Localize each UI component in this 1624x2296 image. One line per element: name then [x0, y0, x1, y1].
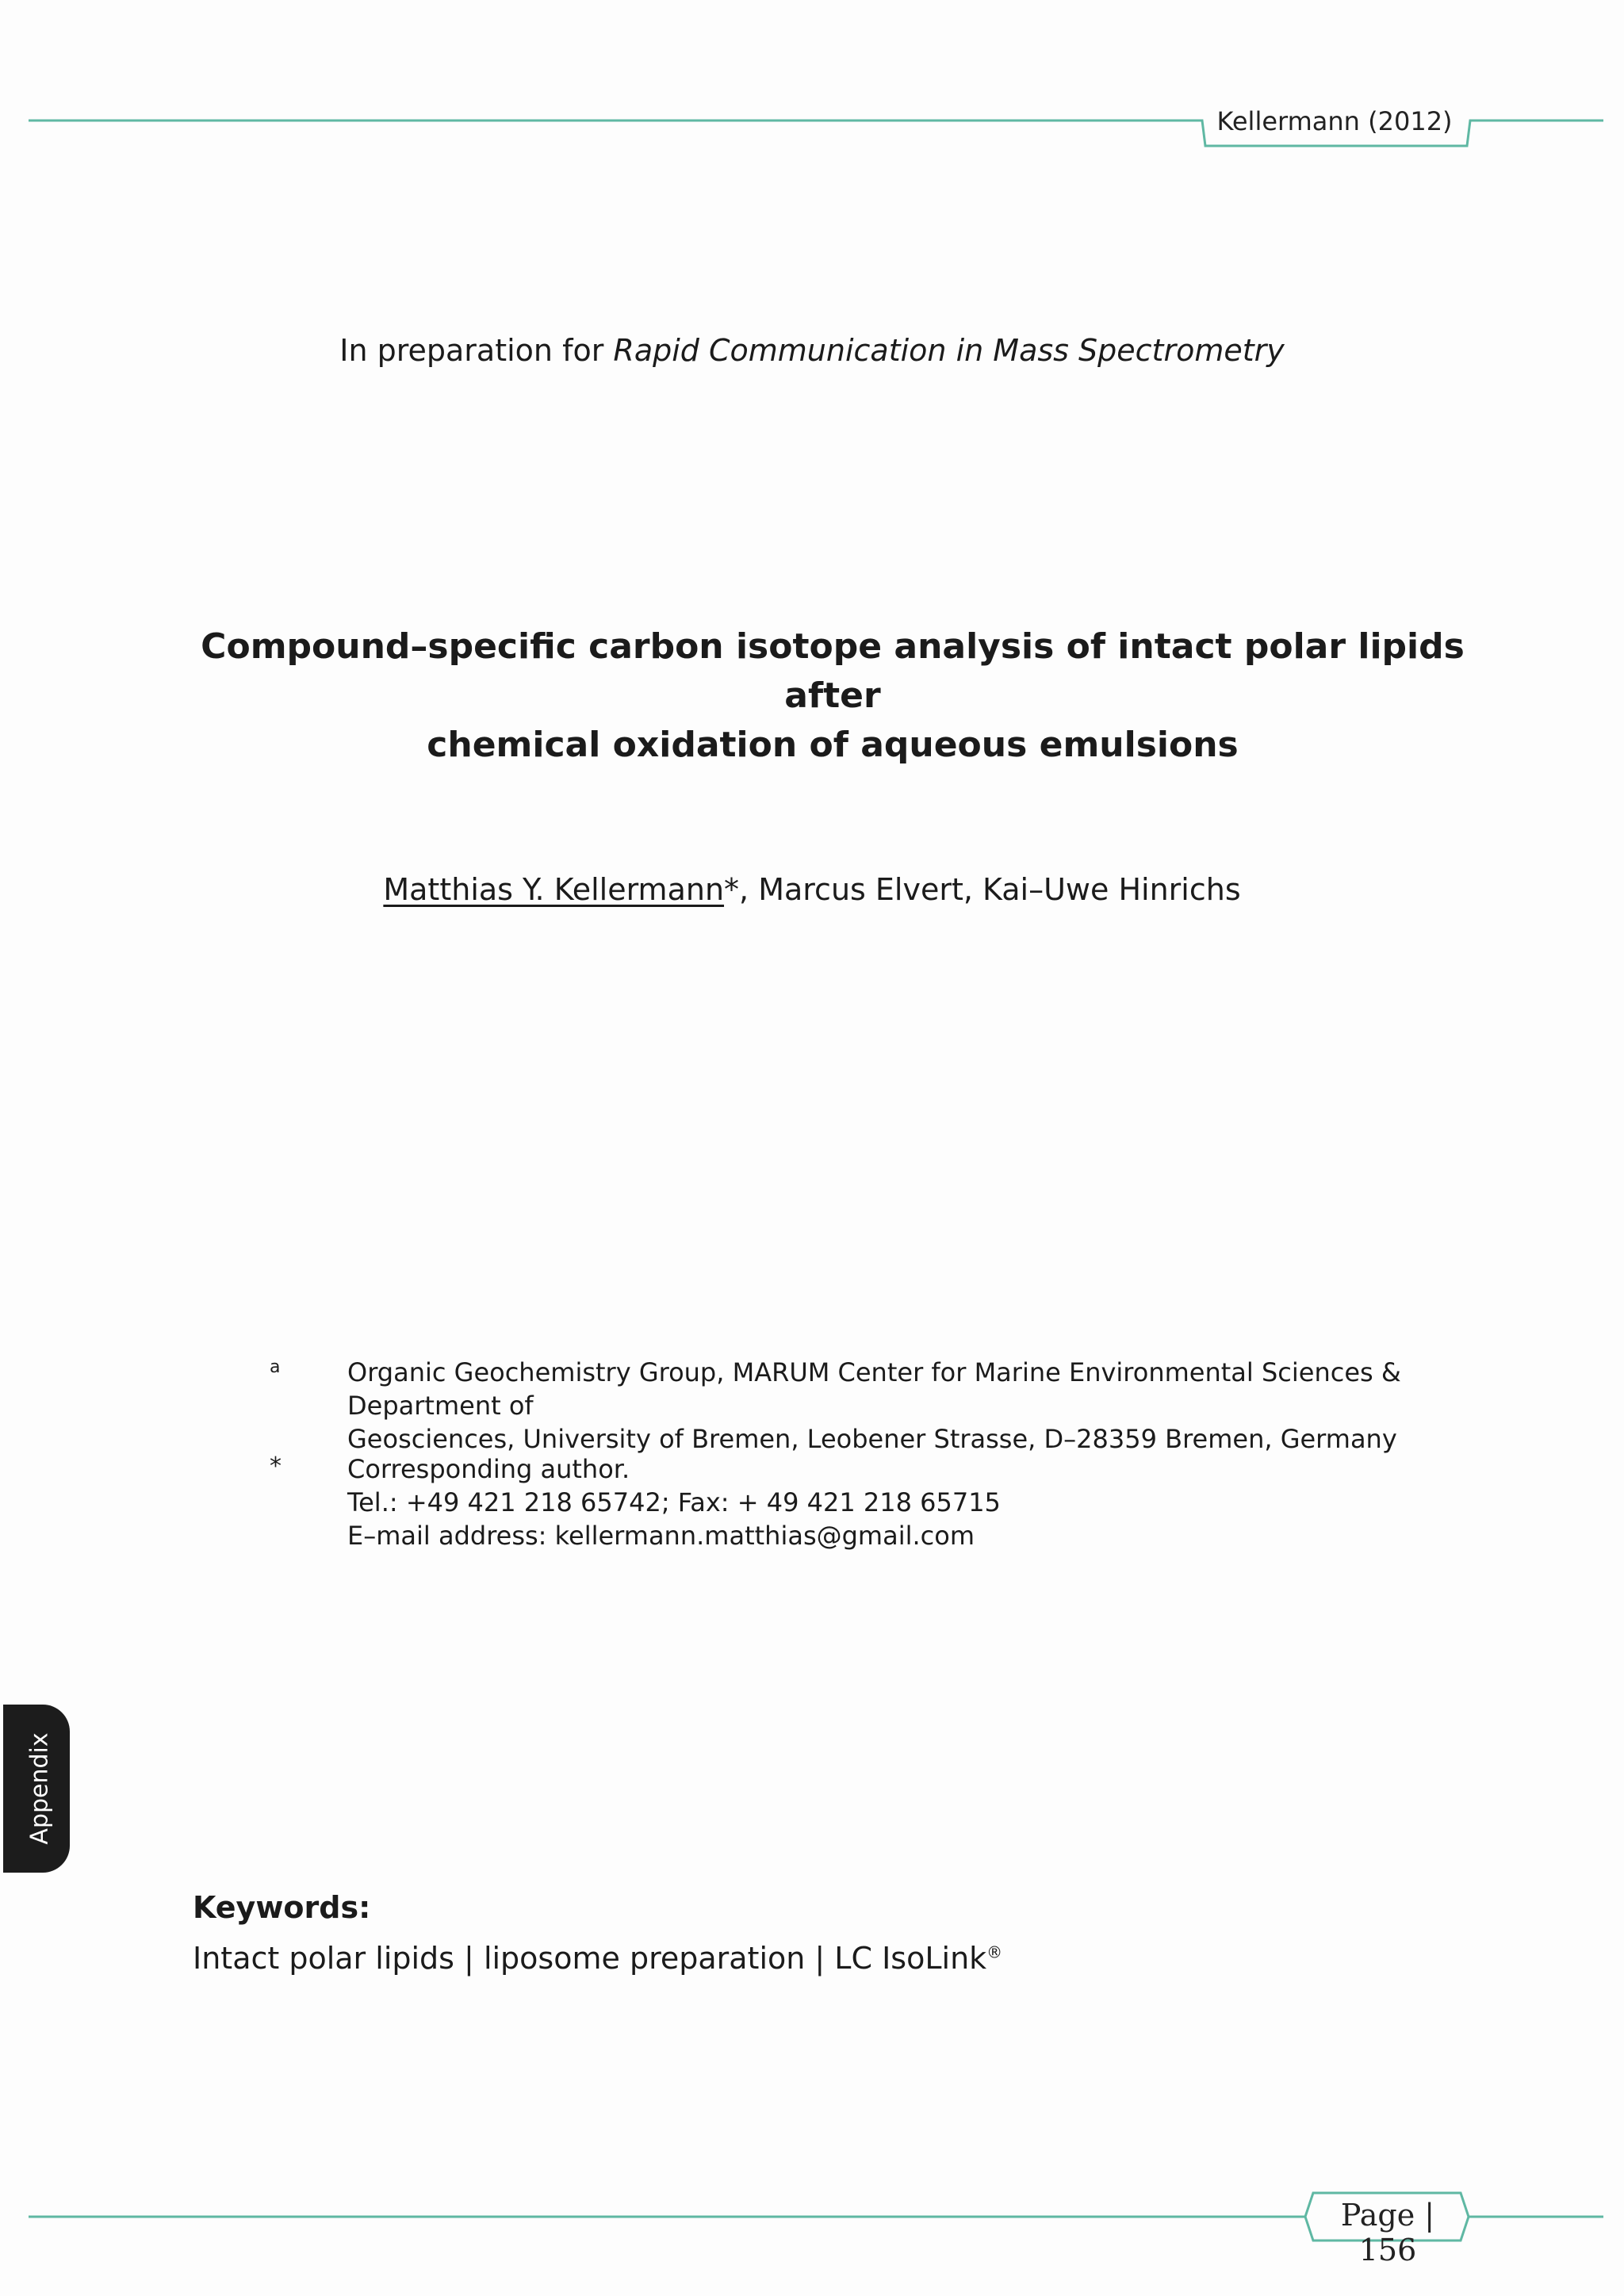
preparation-prefix: In preparation for — [339, 333, 614, 368]
corresponding-email: E–mail address: kellermann.matthias@gmail.com — [347, 1521, 975, 1551]
title-line-1: Compound–specific carbon isotope analysis of intact polar lipids after — [201, 626, 1465, 716]
registered-mark: ® — [986, 1942, 1003, 1962]
paper-title — [198, 622, 1467, 770]
keywords-text: Intact polar lipids | liposome preparation | LC IsoLink — [193, 1941, 987, 1976]
author-list — [0, 872, 1624, 907]
appendix-tab-label: Appendix — [25, 1732, 54, 1845]
corresponding-marker: * — [270, 1452, 282, 1480]
journal-name: Rapid Communication in Mass Spectrometry — [613, 333, 1285, 368]
page-number: Page | 156 — [1340, 2198, 1435, 2267]
co-authors: *, Marcus Elvert, Kai–Uwe Hinrichs — [724, 872, 1241, 907]
running-head: Kellermann (2012) — [1216, 106, 1453, 136]
affiliation-marker-a: a — [270, 1357, 281, 1377]
appendix-tab — [3, 1705, 70, 1873]
corresponding-line-1: Corresponding author. — [347, 1454, 630, 1484]
keywords-heading: Keywords: — [193, 1890, 371, 1925]
title-line-2: chemical oxidation of aqueous emulsions — [427, 725, 1239, 765]
preparation-note — [0, 333, 1624, 368]
affiliation-a-line-2: Geosciences, University of Bremen, Leobener Strasse, D–28359 Bremen, Germany — [347, 1424, 1397, 1454]
first-author: Matthias Y. Kellermann — [383, 872, 725, 907]
corresponding-line-2: Tel.: +49 421 218 65742; Fax: + 49 421 218 65715 — [347, 1487, 1001, 1517]
affiliation-a-line-1: Organic Geochemistry Group, MARUM Center for Marine Environmental Sciences & Department of — [347, 1357, 1401, 1421]
affiliation-a — [347, 1356, 1521, 1456]
corresponding-author-block — [347, 1452, 1521, 1552]
keywords-list — [193, 1941, 1002, 1976]
